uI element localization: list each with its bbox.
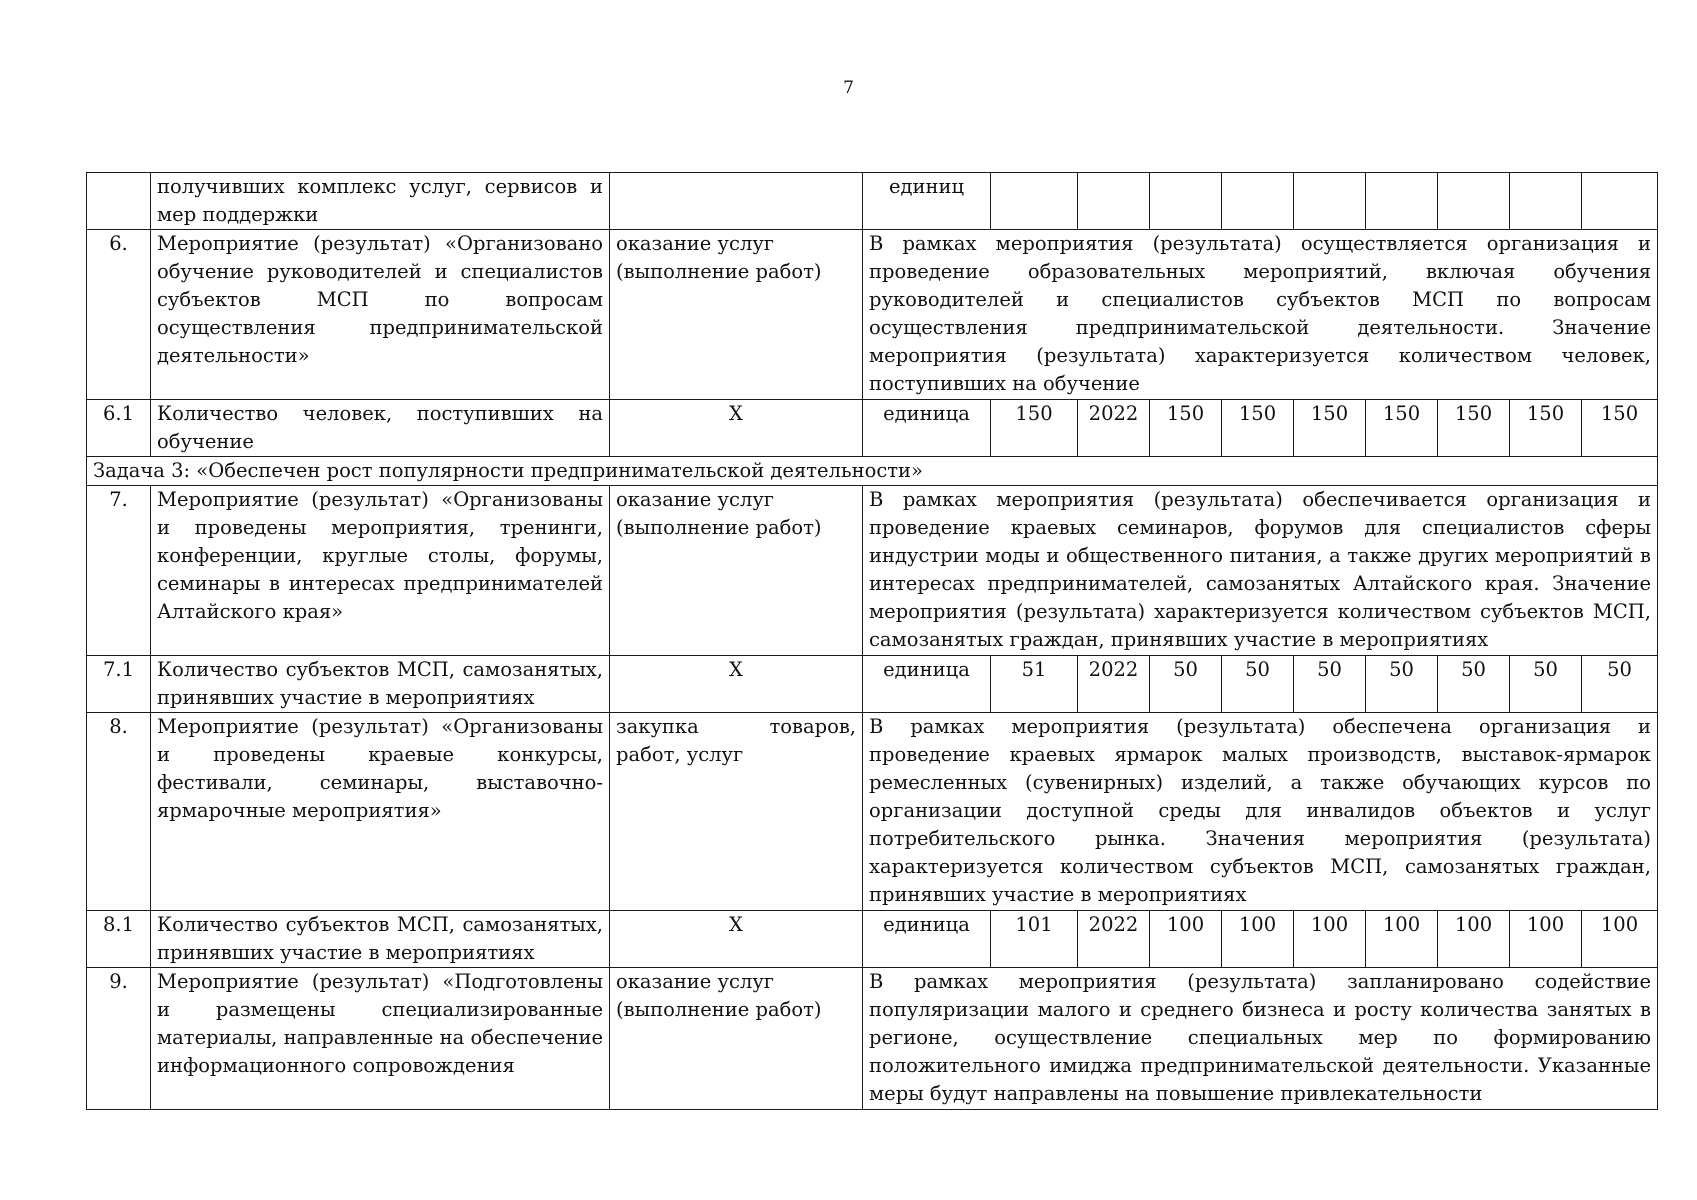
- unit-cell: единица: [863, 656, 991, 713]
- measure-type: оказание услуг (выполнение работ): [610, 486, 863, 656]
- unit-cell: единица: [863, 400, 991, 457]
- base-value-cell: 150: [991, 400, 1078, 457]
- measure-type: оказание услуг (выполнение работ): [610, 968, 863, 1110]
- value-cell: 150: [1438, 400, 1510, 457]
- measure-description: В рамках мероприятия (результата) запланировано содействие популяризации малого и среднего бизнеса и росту количества занятых в регионе, осуществление специальных мер по формированию положительного имиджа предпринимательской деятельности. Указанные меры будут направлены на повышение привлекательности: [863, 968, 1658, 1110]
- value-cell: 150: [1582, 400, 1658, 457]
- value-cell: 150: [1222, 400, 1294, 457]
- unit-cell: единица: [863, 911, 991, 968]
- page-number: 7: [843, 78, 854, 98]
- value-cell: 50: [1222, 656, 1294, 713]
- value-cell: [1366, 173, 1438, 230]
- num-cell: [87, 173, 151, 230]
- value-cell: 50: [1366, 656, 1438, 713]
- table-row-indicator: [87, 656, 1658, 713]
- measure-description: В рамках мероприятия (результата) осуществляется организация и проведение образовательных мероприятий, включая обучения руководителей и специалистов субъектов МСП по вопросам осуществления предпринимательской деятельности. Значение мероприятия (результата) характеризуется количеством человек, поступивших на обучение: [863, 230, 1658, 400]
- row-number: 6.1: [87, 400, 151, 457]
- base-value-cell: [991, 173, 1078, 230]
- indicator-name: Количество субъектов МСП, самозанятых, принявших участие в мероприятиях: [151, 911, 610, 968]
- value-cell: 50: [1582, 656, 1658, 713]
- base-year-cell: 2022: [1078, 911, 1150, 968]
- value-cell: [1222, 173, 1294, 230]
- row-number: 9.: [87, 968, 151, 1110]
- row-number: 6.: [87, 230, 151, 400]
- value-cell: 100: [1510, 911, 1582, 968]
- table-row-measure: [87, 713, 1658, 911]
- base-year-cell: [1078, 173, 1150, 230]
- base-value-cell: 101: [991, 911, 1078, 968]
- value-cell: [1510, 173, 1582, 230]
- measure-description: В рамках мероприятия (результата) обеспечена организация и проведение краевых ярмарок малых производств, выставок-ярмарок ремесленных (сувенирных) изделий, а также обучающих курсов по организации доступной среды для инвалидов объектов и услуг потребительского рынка. Значения мероприятия (результата) характеризуется количеством субъектов МСП, самозанятых граждан, принявших участие в мероприятиях: [863, 713, 1658, 911]
- table-row-measure: [87, 230, 1658, 400]
- value-cell: 100: [1438, 911, 1510, 968]
- value-cell: 100: [1222, 911, 1294, 968]
- measure-description: В рамках мероприятия (результата) обеспечивается организация и проведение краевых семинаров, форумов для специалистов сферы индустрии моды и общественного питания, а также других мероприятий в интересах предпринимателей, самозанятых Алтайского края. Значение мероприятия (результата) характеризуется количеством субъектов МСП, самозанятых граждан, принявших участие в мероприятиях: [863, 486, 1658, 656]
- type-cell: [610, 173, 863, 230]
- indicator-name: Количество человек, поступивших на обучение: [151, 400, 610, 457]
- measure-name: Мероприятие (результат) «Организованы и проведены краевые конкурсы, фестивали, семинары, выставочно-ярмарочные мероприятия»: [151, 713, 610, 911]
- value-cell: 100: [1150, 911, 1222, 968]
- base-year-cell: 2022: [1078, 400, 1150, 457]
- base-year-cell: 2022: [1078, 656, 1150, 713]
- indicator-name: Количество субъектов МСП, самозанятых, принявших участие в мероприятиях: [151, 656, 610, 713]
- value-cell: 100: [1366, 911, 1438, 968]
- measure-name: Мероприятие (результат) «Подготовлены и размещены специализированные материалы, направленные на обеспечение информационного сопровождения: [151, 968, 610, 1110]
- value-cell: [1582, 173, 1658, 230]
- measure-name: Мероприятие (результат) «Организованы и проведены мероприятия, тренинги, конференции, круглые столы, форумы, семинары в интересах предпринимателей Алтайского края»: [151, 486, 610, 656]
- table-row-measure: [87, 968, 1658, 1110]
- value-cell: 150: [1366, 400, 1438, 457]
- row-number: 8.1: [87, 911, 151, 968]
- value-cell: 150: [1510, 400, 1582, 457]
- value-cell: [1438, 173, 1510, 230]
- row-number: 7.1: [87, 656, 151, 713]
- value-cell: 100: [1582, 911, 1658, 968]
- value-cell: 50: [1294, 656, 1366, 713]
- value-cell: 100: [1294, 911, 1366, 968]
- value-cell: 50: [1438, 656, 1510, 713]
- indicator-type: Х: [610, 656, 863, 713]
- indicator-type: Х: [610, 911, 863, 968]
- measure-name: Мероприятие (результат) «Организовано обучение руководителей и специалистов субъектов МСП по вопросам осуществления предпринимательской деятельности»: [151, 230, 610, 400]
- row-number: 8.: [87, 713, 151, 911]
- value-cell: 50: [1510, 656, 1582, 713]
- row-number: 7.: [87, 486, 151, 656]
- value-cell: 150: [1294, 400, 1366, 457]
- indicator-type: Х: [610, 400, 863, 457]
- measure-type: оказание услуг (выполнение работ): [610, 230, 863, 400]
- table-row-indicator: [87, 400, 1658, 457]
- unit-cell: единиц: [863, 173, 991, 230]
- table-row-continuation: [87, 173, 1658, 230]
- task-heading: Задача 3: «Обеспечен рост популярности предпринимательской деятельности»: [87, 457, 1658, 486]
- value-cell: [1150, 173, 1222, 230]
- value-cell: [1294, 173, 1366, 230]
- value-cell: 150: [1150, 400, 1222, 457]
- measure-type: закупка товаров, работ, услуг: [610, 713, 863, 911]
- measures-table: [86, 172, 1658, 1110]
- table-row-measure: [87, 486, 1658, 656]
- table-row-task: [87, 457, 1658, 486]
- table-row-indicator: [87, 911, 1658, 968]
- base-value-cell: 51: [991, 656, 1078, 713]
- name-cell: получивших комплекс услуг, сервисов и мер поддержки: [151, 173, 610, 230]
- value-cell: 50: [1150, 656, 1222, 713]
